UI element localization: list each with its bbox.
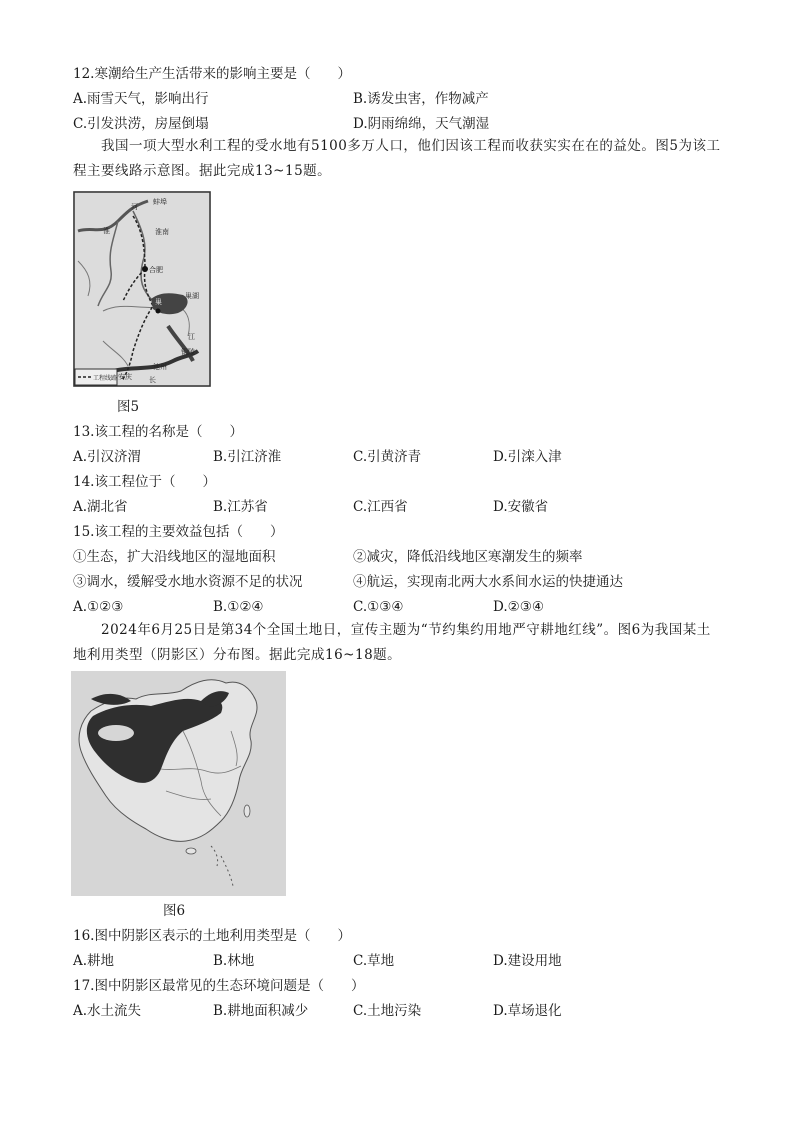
q16-stem: 16.图中阴影区表示的土地利用类型是（ ） <box>73 928 351 944</box>
q13-option-d: D.引滦入津 <box>493 449 562 465</box>
figure-5-svg <box>73 191 211 387</box>
q15-statement-4: ④航运，实现南北两大水系间水运的快捷通达 <box>353 574 623 590</box>
label-huai: 淮 <box>103 227 110 235</box>
q12-stem: 12.寒潮给生产生活带来的影响主要是（ ） <box>73 66 351 82</box>
q12-option-b: B.诱发虫害，作物减产 <box>353 91 489 107</box>
q13-stem: 13.该工程的名称是（ ） <box>73 424 243 440</box>
passage-1: 我国一项大型水利工程的受水地有5100多万人口，他们因该工程而收获实实在在的益处。图5为该工程主要线路示意图。据此完成13~15题。 <box>73 138 721 179</box>
figure-5-caption: 图5 <box>117 399 140 415</box>
q16-option-c: C.草地 <box>353 953 395 969</box>
label-chang: 长 <box>149 376 156 384</box>
label-hefei: 合肥 <box>149 266 163 274</box>
q14-option-a: A.湖北省 <box>73 499 128 515</box>
label-jiang: 江 <box>188 333 195 341</box>
q14-option-c: C.江西省 <box>353 499 408 515</box>
figure-6-map <box>71 671 286 896</box>
q12-option-d: D.阴雨绵绵，天气潮湿 <box>353 116 490 132</box>
label-chizhou: 池州 <box>153 363 167 371</box>
q14-option-d: D.安徽省 <box>493 499 549 515</box>
q15-statement-1: ①生态，扩大沿线地区的湿地面积 <box>73 549 276 565</box>
label-tongling: 铜陵 <box>181 348 195 356</box>
q16-option-a: A.耕地 <box>73 953 115 969</box>
figure-6-svg <box>71 671 286 896</box>
q14-stem: 14.该工程位于（ ） <box>73 474 216 490</box>
q15-option-c: C.①③④ <box>353 599 404 615</box>
q15-statement-2: ②减灾，降低沿线地区寒潮发生的频率 <box>353 549 583 565</box>
q14-option-b: B.江苏省 <box>213 499 268 515</box>
q17-option-c: C.土地污染 <box>353 1003 422 1019</box>
q12-option-a: A.雨雪天气，影响出行 <box>73 91 209 107</box>
label-anqing: 安庆 <box>118 373 132 381</box>
label-he: 河 <box>131 203 138 211</box>
q17-option-b: B.耕地面积减少 <box>213 1003 309 1019</box>
q15-statement-3: ③调水，缓解受水地水资源不足的状况 <box>73 574 303 590</box>
label-bengbu: 蚌埠 <box>153 198 167 206</box>
q13-option-a: A.引汉济渭 <box>73 449 142 465</box>
label-chao: 巢 <box>155 298 162 306</box>
label-chaohu: 巢湖 <box>185 292 199 300</box>
label-legend: 工程线路 <box>93 375 118 382</box>
q15-option-a: A.①②③ <box>73 599 124 615</box>
q17-stem: 17.图中阴影区最常见的生态环境问题是（ ） <box>73 978 365 994</box>
q17-option-a: A.水土流失 <box>73 1003 142 1019</box>
q13-option-b: B.引江济淮 <box>213 449 282 465</box>
figure-6-caption: 图6 <box>163 903 186 919</box>
q15-option-d: D.②③④ <box>493 599 544 615</box>
q15-stem: 15.该工程的主要效益包括（ ） <box>73 524 284 540</box>
q16-option-b: B.林地 <box>213 953 255 969</box>
figure-5-map <box>73 191 211 387</box>
q13-option-c: C.引黄济青 <box>353 449 422 465</box>
q16-option-d: D.建设用地 <box>493 953 562 969</box>
q12-option-c: C.引发洪涝，房屋倒塌 <box>73 116 209 132</box>
q15-option-b: B.①②④ <box>213 599 264 615</box>
passage-2: 2024年6月25日是第34个全国土地日，宣传主题为“节约集约用地严守耕地红线”。图6为我国某土地利用类型（阴影区）分布图。据此完成16~18题。 <box>73 622 711 663</box>
q17-option-d: D.草场退化 <box>493 1003 562 1019</box>
label-huainan: 淮南 <box>155 228 169 236</box>
